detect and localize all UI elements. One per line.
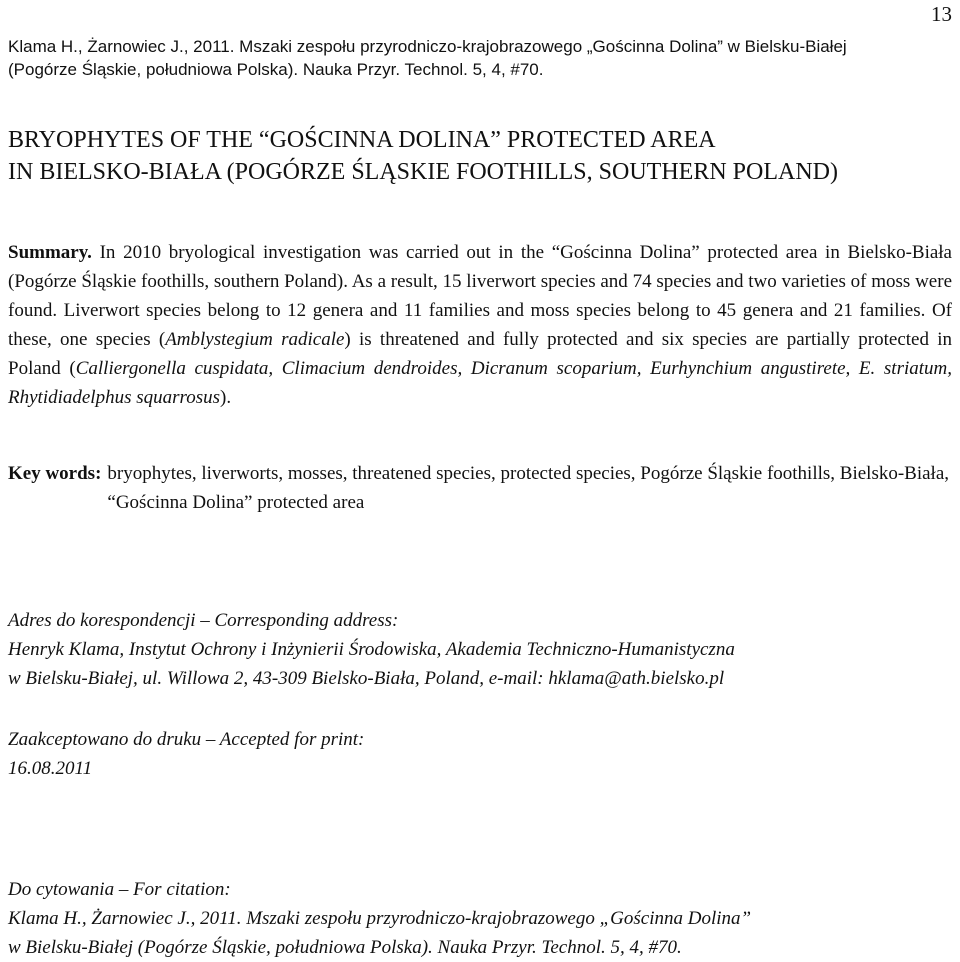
accepted-for-print (8, 725, 952, 783)
paper-title-line2: IN BIELSKO-BIAŁA (POGÓRZE ŚLĄSKIE FOOTHILLS, SOUTHERN POLAND) (8, 159, 838, 185)
summary-species-partial: Calliergonella cuspidata, Climacium dendroides, Dicranum scoparium, Eurhynchium angustirete, E. striatum, Rhytidiadelphus squarrosus (8, 358, 952, 408)
paper-title (8, 124, 952, 188)
citation-line2: w Bielsku-Białej (Pogórze Śląskie, południowa Polska). Nauka Przyr. Technol. 5, 4, #70. (8, 937, 682, 958)
accepted-heading: Zaakceptowano do druku – Accepted for print: (8, 729, 365, 750)
address-line1: Henryk Klama, Instytut Ochrony i Inżynierii Środowiska, Akademia Techniczno-Humanistyczna (8, 639, 735, 660)
address-line2: w Bielsku-Białej, ul. Willowa 2, 43-309 Bielsko-Biała, Poland, e-mail: hklama@ath.bielsko.pl (8, 668, 725, 689)
header-citation-line2: (Pogórze Śląskie, południowa Polska). Nauka Przyr. Technol. 5, 4, #70. (8, 60, 544, 79)
summary-paragraph (8, 238, 952, 412)
summary-species-threatened: Amblystegium radicale (165, 329, 345, 350)
paper-title-line1: BRYOPHYTES OF THE “GOŚCINNA DOLINA” PROTECTED AREA (8, 127, 716, 153)
summary-text-3: ). (220, 387, 232, 408)
keywords (8, 459, 952, 517)
keywords-label: Key words: (8, 463, 102, 484)
corresponding-address (8, 606, 952, 693)
summary-text-1: In 2010 bryological investigation was carried out in the “Gościnna Dolina” protected area in Bielsko-Biała (Pogórze Śląskie foothills, southern Poland). As a result, 15 liverwort species and 74 species and two varieties of moss were found. Liverwort species belong to 12 genera and 11 families and moss species belong to 45 genera and 21 families. Of these, one species ( (8, 242, 952, 350)
address-heading: Adres do korespondencji – Corresponding address: (8, 610, 399, 631)
accepted-date: 16.08.2011 (8, 758, 93, 779)
summary-label: Summary. (8, 242, 92, 263)
summary-text-2: ) is threatened and fully protected and six species are partially protected in Poland ( (8, 329, 952, 379)
page-number: 13 (931, 2, 952, 26)
citation-heading: Do cytowania – For citation: (8, 879, 231, 900)
citation-line1: Klama H., Żarnowiec J., 2011. Mszaki zespołu przyrodniczo-krajobrazowego „Gościnna Dolina” (8, 908, 752, 929)
header-citation-line1: Klama H., Żarnowiec J., 2011. Mszaki zespołu przyrodniczo-krajobrazowego „Gościnna Dolina” w Bielsku-Białej (8, 37, 847, 56)
header-citation (8, 35, 952, 81)
for-citation (8, 875, 952, 962)
keywords-text: bryophytes, liverworts, mosses, threatened species, protected species, Pogórze Śląskie foothills, Bielsko-Biała, “Gościnna Dolina” protected area (107, 463, 950, 513)
